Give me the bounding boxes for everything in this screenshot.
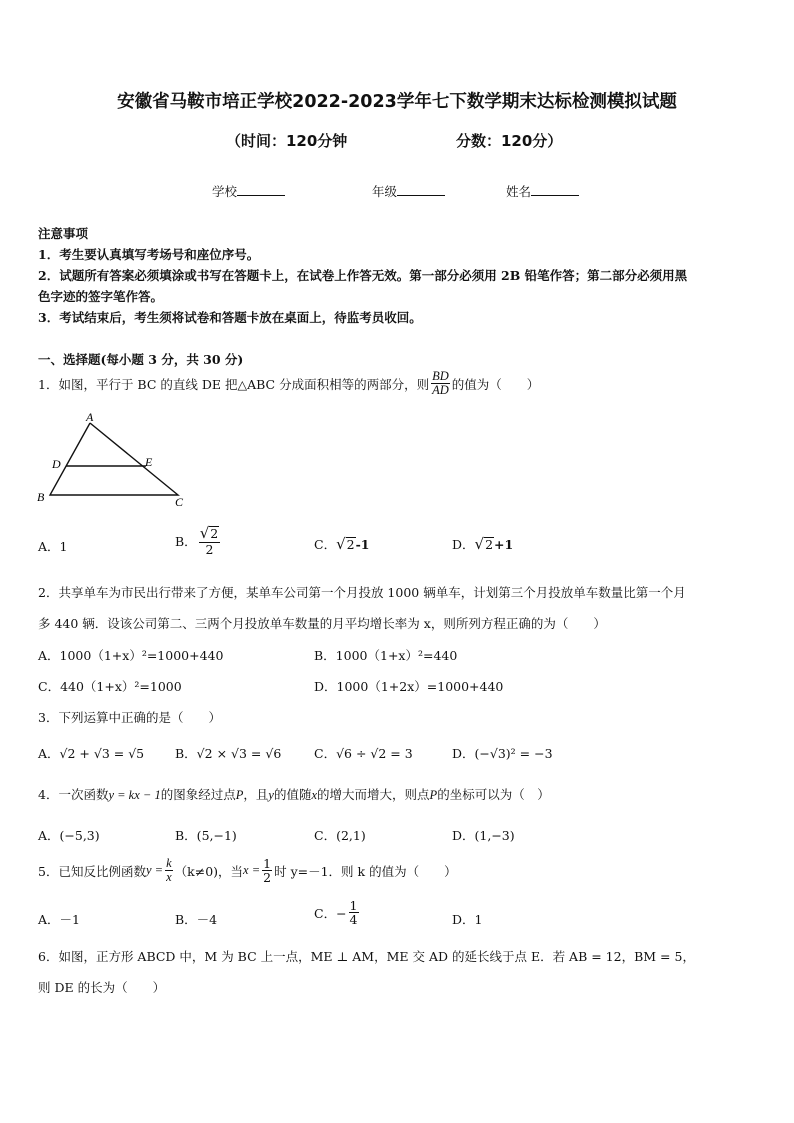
name-label: 姓名 [506, 184, 532, 199]
q5-optc-num: 1 [349, 898, 358, 913]
note-item: 2．试题所有答案必须填涂或书写在答题卡上，在试卷上作答无效。第一部分必须用 2B 铅笔作答；第二部分必须用黑 [38, 268, 688, 283]
name-field[interactable] [506, 182, 579, 200]
q5-stem-pre: 5．已知反比例函数 [38, 863, 146, 879]
q1-optb-rad: 2 [210, 526, 219, 541]
question-4-stem [38, 785, 550, 803]
q5-k: k [166, 856, 172, 870]
notes-heading: 注意事项 [38, 226, 89, 241]
q4-option-d[interactable]: D．(1,−3) [452, 828, 515, 843]
q4-option-b[interactable]: B．(5,−1) [175, 828, 237, 843]
triangle-figure [32, 408, 202, 512]
q1-optc-label: C． [314, 537, 337, 552]
q5-x: x [166, 870, 172, 885]
school-field[interactable] [212, 182, 285, 200]
q5-option-a[interactable]: A．－1 [38, 912, 80, 927]
q4-stem-mid3: 的值随 [273, 787, 312, 802]
q1-stem-text: 1．如图，平行于 BC 的直线 DE 把△ABC 分成面积相等的两部分，则 [38, 376, 430, 392]
q3-option-a[interactable]: A．√2 + √3 = √5 [38, 746, 145, 761]
question-6-line1: 6．如图，正方形 ABCD 中，M 为 BC 上一点，ME ⊥ AM，ME 交 AD 的延长线于点 E．若 AB = 12，BM = 5， [38, 949, 695, 964]
question-6-line2: 则 DE 的长为（ ） [38, 980, 166, 995]
triangle-abc [50, 423, 178, 495]
question-1-stem [38, 370, 539, 397]
label-d: D [52, 457, 61, 471]
q1-optd-label: D． [452, 537, 475, 552]
q4-option-c[interactable]: C．(2,1) [314, 828, 366, 843]
q2-option-b[interactable]: B．1000（1+x）²=440 [314, 648, 458, 663]
q1-optd-tail: +1 [494, 537, 514, 552]
q5-optc-den: 4 [349, 912, 358, 928]
q1-optc-rad: 2 [346, 537, 355, 552]
exam-time: （时间：120分钟 [226, 132, 348, 150]
exam-score: 分数：120分） [456, 132, 563, 150]
exam-title: 安徽省马鞍市培正学校2022-2023学年七下数学期末达标检测模拟试题 [117, 92, 677, 112]
q5-condition: （k≠0)，当 [174, 863, 244, 879]
q1-stem-tail: 的值为（ ） [451, 376, 540, 392]
q4-point-p2: P [429, 788, 438, 802]
q4-stem-end: 的坐标可以为（ ） [437, 787, 550, 802]
q4-stem-pre: 4．一次函数 [38, 787, 109, 802]
label-a: A [86, 410, 94, 424]
label-b: B [37, 490, 45, 504]
q5-option-b[interactable]: B．－4 [175, 912, 218, 927]
q1-option-a[interactable]: A．1 [38, 539, 68, 554]
question-3-stem: 3．下列运算中正确的是（ ） [38, 710, 221, 725]
q5-optc-label: C．− [314, 905, 347, 921]
q4-option-a[interactable]: A．(−5,3) [38, 828, 100, 843]
section-heading: 一、选择题(每小题 3 分，共 30 分) [38, 352, 244, 367]
q5-y-eq: y = [145, 863, 164, 878]
q5-option-d[interactable]: D．1 [452, 912, 483, 927]
q4-function: y = kx − 1 [108, 788, 161, 802]
q2-option-d[interactable]: D．1000（1+2x）=1000+440 [314, 679, 504, 694]
q5-half-den: 2 [263, 870, 272, 886]
q4-stem-tail: 的增大而增大，则点 [317, 787, 430, 802]
q1-fraction [431, 370, 450, 397]
q4-stem-mid2: ，且 [243, 787, 269, 802]
q1-frac-den: AD [432, 383, 449, 398]
note-item: 1．考生要认真填写考场号和座位序号。 [38, 247, 260, 262]
q2-option-c[interactable]: C．440（1+x）²=1000 [38, 679, 182, 694]
q5-optc-frac [349, 899, 359, 926]
question-2-line2: 多 440 辆．设该公司第二、三两个月投放单车数量的月平均增长率为 x，则所列方程正确的为（ ） [38, 616, 606, 631]
q4-var-y: y [268, 788, 274, 802]
q4-point-p: P [235, 788, 244, 802]
grade-field[interactable] [372, 182, 445, 200]
school-blank[interactable] [237, 183, 285, 196]
grade-label: 年级 [372, 184, 398, 199]
q1-optb-label: B． [175, 533, 197, 549]
q3-option-b[interactable]: B．√2 × √3 = √6 [175, 746, 282, 761]
question-5-stem [38, 857, 457, 884]
q1-optb-frac: $\frac{√2}{2}$ [199, 524, 219, 557]
school-label: 学校 [212, 184, 238, 199]
label-e: E [145, 455, 153, 469]
q4-var-x: x [311, 788, 318, 802]
q5-half [262, 857, 272, 884]
q5-k-over-x [165, 857, 173, 884]
q1-option-c[interactable]: C．√2-1 [314, 535, 370, 553]
q1-optb-den: 2 [205, 541, 214, 557]
q1-optc-tail: -1 [355, 537, 370, 552]
label-c: C [175, 495, 184, 509]
q3-option-d[interactable]: D．(−√3)² = −3 [452, 746, 553, 761]
q1-frac-num: BD [432, 369, 449, 383]
q3-option-c[interactable]: C．√6 ÷ √2 = 3 [314, 746, 413, 761]
q5-stem-tail: 时 y=－1．则 k 的值为（ ） [274, 863, 457, 879]
q1-option-b[interactable] [175, 526, 222, 556]
question-2-line1: 2．共享单车为市民出行带来了方便，某单车公司第一个月投放 1000 辆单车，计划第三个月投放单车数量比第一个月 [38, 585, 686, 600]
note-item: 色字迹的签字笔作答。 [38, 289, 164, 304]
q5-half-num: 1 [263, 856, 272, 871]
name-blank[interactable] [531, 183, 579, 196]
q5-x-eq: x = [243, 863, 261, 878]
q4-stem-mid: 的图象经过点 [160, 787, 236, 802]
q1-option-d[interactable]: D．√2+1 [452, 535, 514, 553]
grade-blank[interactable] [397, 183, 445, 196]
q1-optd-rad: 2 [485, 537, 494, 552]
q5-option-c[interactable] [314, 899, 361, 926]
note-item: 3．考试结束后，考生须将试卷和答题卡放在桌面上，待监考员收回。 [38, 310, 422, 325]
q2-option-a[interactable]: A．1000（1+x）²=1000+440 [38, 648, 224, 663]
